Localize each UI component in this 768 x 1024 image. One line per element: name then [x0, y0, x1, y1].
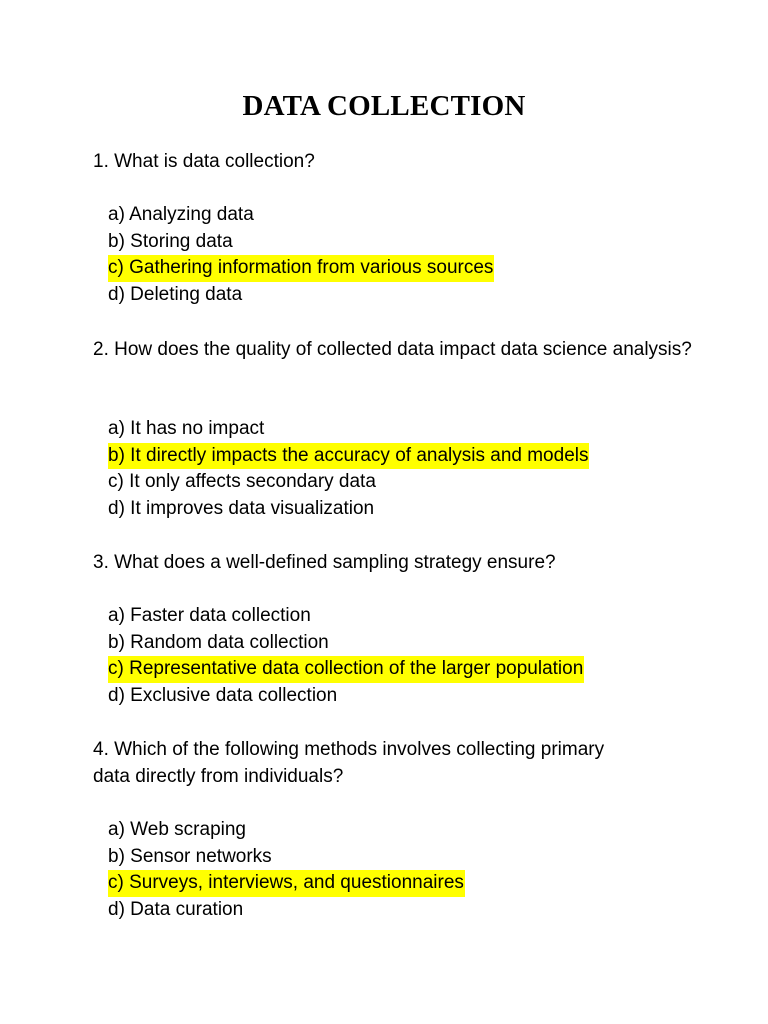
option-b-highlighted: b) It directly impacts the accuracy of analysis and models	[108, 443, 708, 470]
option-a: a) Analyzing data	[108, 204, 254, 225]
option-b: b) Sensor networks	[108, 845, 272, 867]
question-text: 2. How does the quality of collected data impact data science analysis?	[93, 339, 692, 360]
question-2-options	[108, 416, 708, 523]
option-b: b) Random data collection	[108, 631, 329, 653]
option-d: d) Deleting data	[108, 284, 243, 306]
question-1-options	[108, 202, 708, 309]
option-c-highlighted: c) Gathering information from various sources	[108, 255, 708, 282]
question-3	[93, 549, 713, 576]
option-c-highlighted: c) Representative data collection of the larger population	[108, 656, 708, 683]
option-d: d) Exclusive data collection	[108, 685, 338, 707]
page-title: DATA COLLECTION	[242, 90, 526, 122]
option-d: d) Data curation	[108, 899, 244, 921]
question-4	[93, 736, 633, 790]
option-d: d) It improves data visualization	[108, 498, 375, 520]
question-2	[93, 336, 693, 363]
option-c: c) It only affects secondary data	[108, 471, 376, 493]
option-a: a) Faster data collection	[108, 605, 311, 626]
question-text: 1. What is data collection?	[93, 151, 315, 172]
option-a: a) It has no impact	[108, 418, 265, 439]
question-4-options	[108, 817, 708, 924]
question-text: 4. Which of the following methods involves collecting primary data directly from individuals?	[93, 739, 605, 787]
question-text: 3. What does a well-defined sampling strategy ensure?	[93, 552, 556, 573]
option-a: a) Web scraping	[108, 819, 246, 840]
question-1	[93, 148, 713, 175]
option-c-highlighted: c) Surveys, interviews, and questionnaires	[108, 870, 708, 897]
option-b: b) Storing data	[108, 230, 233, 252]
question-3-options	[108, 603, 708, 710]
